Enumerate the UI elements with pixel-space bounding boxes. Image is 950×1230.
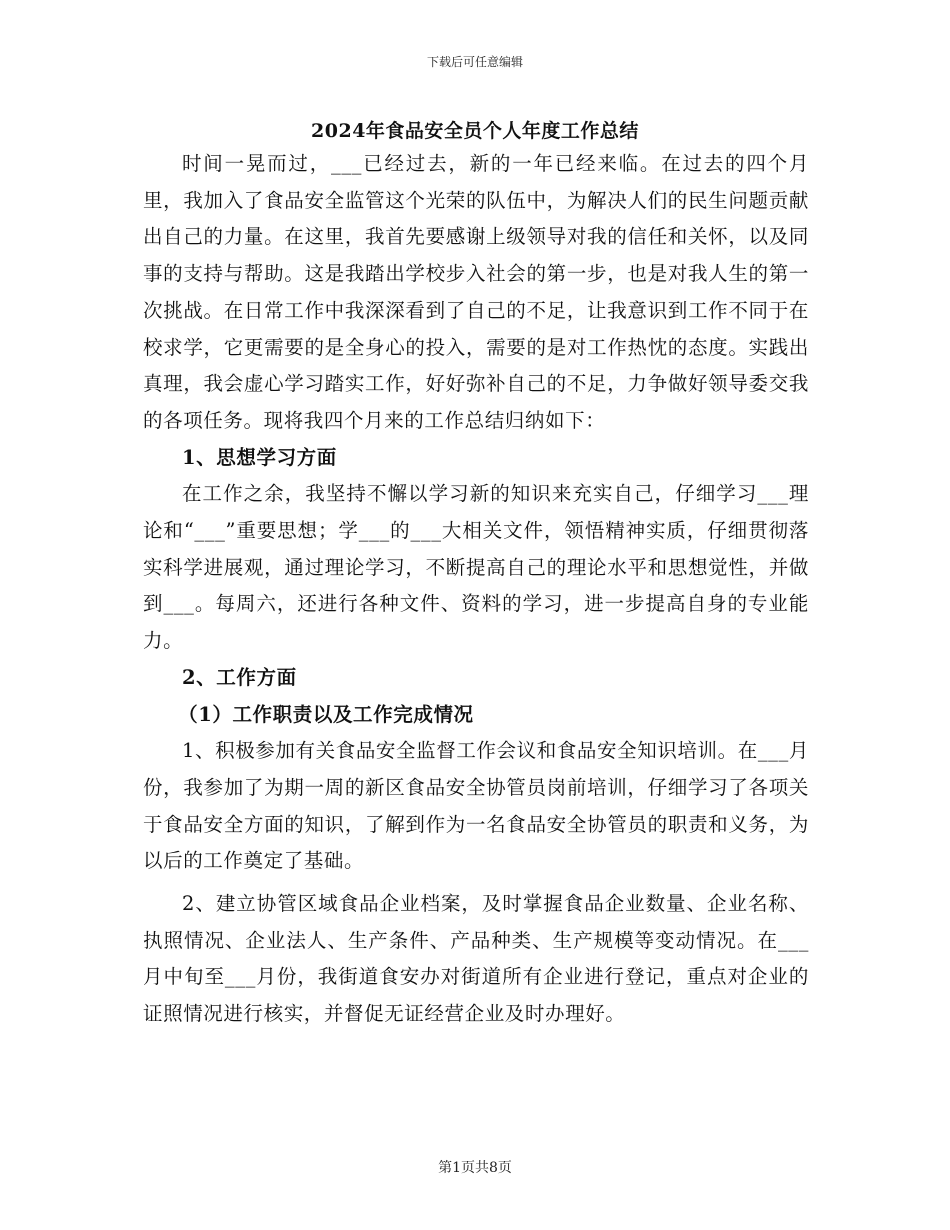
subsection-heading-duties: （1）工作职责以及工作完成情况 — [178, 702, 474, 726]
section-heading-study: 1、思想学习方面 — [182, 445, 337, 469]
paragraph-archives: 2、建立协管区域食品企业档案，及时掌握食品企业数量、企业名称、执照情况、企业法人、生产条件、产品种类、生产规模等变动情况。在___月中旬至___月份，我街道食安办对街道所有企业进行登记，重点对企业的证照情况进行核实，并督促无证经营企业及时办理好。 — [143, 892, 809, 1026]
header-note: 下载后可任意编辑 — [426, 55, 523, 69]
paragraph-study: 在工作之余，我坚持不懈以学习新的知识来充实自己，仔细学习___理论和“___”重要思想；学___的___大相关文件，领悟精神实质，仔细贯彻落实科学进展观，通过理论学习，不断提高自己的理论水平和思想觉性，并做到___。每周六，还进行各种文件、资料的学习，进一步提高自身的专业能力。 — [143, 482, 809, 653]
paragraph-training: 1、积极参加有关食品安全监督工作会议和食品安全知识培训。在___月份，我参加了为期一周的新区食品安全协管员岗前培训，仔细学习了各项关于食品安全方面的知识，了解到作为一名食品安全协管员的职责和义务，为以后的工作奠定了基础。 — [143, 739, 809, 873]
paragraph-intro: 时间一晃而过，___已经过去，新的一年已经来临。在过去的四个月里，我加入了食品安全监管这个光荣的队伍中，为解决人们的民生问题贡献出自己的力量。在这里，我首先要感谢上级领导对我的信任和关怀，以及同事的支持与帮助。这是我踏出学校步入社会的第一步，也是对我人生的第一次挑战。在日常工作中我深深看到了自己的不足，让我意识到工作不同于在校求学，它更需要的是全身心的投入，需要的是对工作热忱的态度。实践出真理，我会虚心学习踏实工作，好好弥补自己的不足，力争做好领导委交我的各项任务。现将我四个月来的工作总结归纳如下： — [143, 152, 809, 432]
document-title: 2024年食品安全员个人年度工作总结 — [311, 120, 639, 142]
section-heading-work: 2、工作方面 — [182, 665, 297, 689]
document-body — [143, 146, 809, 1033]
page-footer: 第1页共8页 — [438, 1160, 512, 1176]
